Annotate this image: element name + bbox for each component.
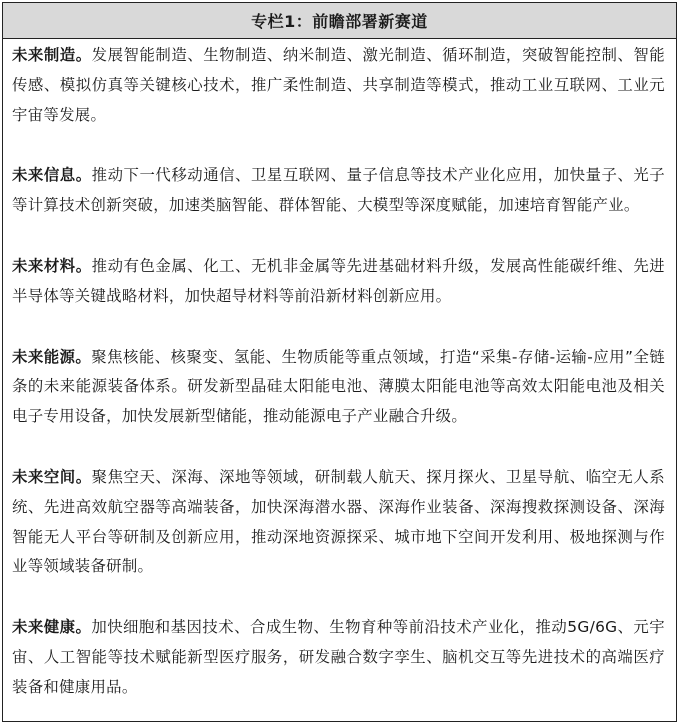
section-future-materials (12, 252, 665, 312)
section-future-manufacturing (12, 41, 665, 130)
section-text: 推动下一代移动通信、卫星互联网、量子信息等技术产业化应用，加快量子、光子等计算技术创新突破，加速类脑智能、群体智能、大模型等深度赋能，加速培育智能产业。 (12, 166, 665, 215)
section-future-health (12, 613, 665, 702)
section-term: 未来空间。 (12, 467, 92, 486)
section-term: 未来信息。 (12, 166, 92, 185)
section-future-energy (12, 343, 665, 432)
box-content (3, 39, 676, 703)
section-term: 未来能源。 (12, 347, 92, 366)
section-term: 未来健康。 (12, 618, 92, 637)
section-text: 聚焦空天、深海、深地等领域，研制载人航天、探月探火、卫星导航、临空无人系统、先进高效航空器等高端装备，加快深海潜水器、深海作业装备、深海搜救探测设备、深海智能无人平台等研制及创新应用，推动深地资源探采、城市地下空间开发利用、极地探测与作业等领域装备研制。 (12, 467, 665, 576)
column-box (2, 2, 677, 722)
section-future-information (12, 161, 665, 221)
section-text: 加快细胞和基因技术、合成生物、生物育种等前沿技术产业化，推动5G/6G、元宇宙、人工智能等技术赋能新型医疗服务，研发融合数字孪生、脑机交互等先进技术的高端医疗装备和健康用品。 (12, 618, 665, 696)
section-text: 聚焦核能、核聚变、氢能、生物质能等重点领域，打造“采集-存储-运输-应用”全链条的未来能源装备体系。研发新型晶硅太阳能电池、薄膜太阳能电池等高效太阳能电池及相关电子专用设备，加快发展新型储能，推动能源电子产业融合升级。 (12, 347, 665, 426)
box-title: 专栏1：前瞻部署新赛道 (3, 3, 676, 39)
section-term: 未来材料。 (12, 256, 92, 275)
section-future-space (12, 463, 665, 582)
section-text: 发展智能制造、生物制造、纳米制造、激光制造、循环制造，突破智能控制、智能传感、模拟仿真等关键核心技术，推广柔性制造、共享制造等模式，推动工业互联网、工业元宇宙等发展。 (12, 46, 665, 124)
section-term: 未来制造。 (12, 46, 92, 64)
section-text: 推动有色金属、化工、无机非金属等先进基础材料升级，发展高性能碳纤维、先进半导体等关键战略材料，加快超导材料等前沿新材料创新应用。 (12, 256, 665, 305)
